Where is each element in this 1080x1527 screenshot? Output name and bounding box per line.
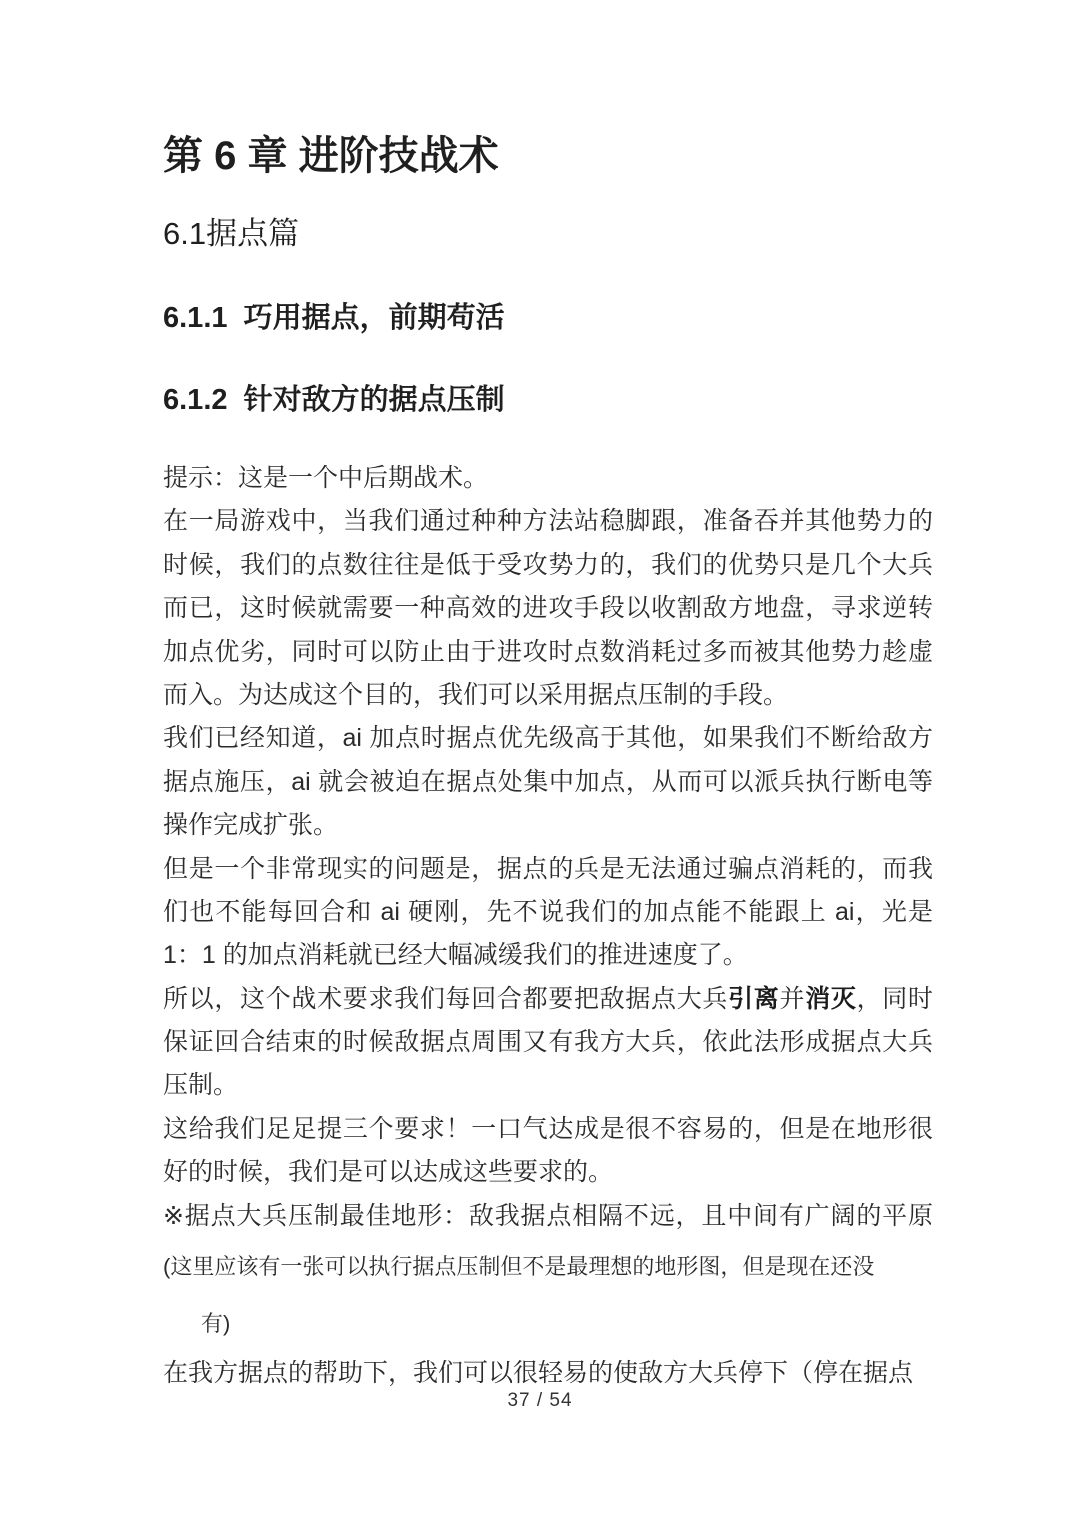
bold-emphasis: 引离 [728, 984, 780, 1013]
body-text-segment: 并 [779, 984, 806, 1013]
body-line: 时候，我们的点数往往是低于受攻势力的，我们的优势只是几个大兵 [163, 550, 933, 579]
body-line: 在一局游戏中，当我们通过种种方法站稳脚跟，准备吞并其他势力的 [163, 507, 933, 536]
body-line-with-emphasis [163, 978, 933, 1021]
body-line: 我们已经知道，ai 加点时据点优先级高于其他，如果我们不断给敌方 [163, 724, 933, 753]
body-line: 这给我们足足提三个要求！一口气达成是很不容易的，但是在地形很 [163, 1114, 933, 1143]
parenthetical-note-line: 有) [201, 1311, 231, 1337]
subsection-heading-1: 6.1.1 巧用据点，前期苟活 [163, 302, 505, 334]
body-line: 好的时候，我们是可以达成这些要求的。 [163, 1158, 614, 1187]
body-text-block [163, 457, 933, 1395]
body-line: 而入。为达成这个目的，我们可以采用据点压制的手段。 [163, 680, 789, 709]
body-line: 在我方据点的帮助下，我们可以很轻易的使敌方大兵停下（停在据点 [163, 1359, 914, 1388]
body-text-segment: 所以，这个战术要求我们每回合都要把敌据点大兵 [163, 984, 729, 1013]
body-line: 操作完成扩张。 [163, 811, 339, 840]
parenthetical-note-line: (这里应该有一张可以执行据点压制但不是最理想的地形图，但是现在还没 [163, 1254, 875, 1280]
body-line: 而已，这时候就需要一种高效的进攻手段以收割敌方地盘，寻求逆转 [163, 594, 933, 623]
body-line: 提示：这是一个中后期战术。 [163, 464, 489, 492]
body-text-segment: ，同时 [856, 984, 933, 1013]
subsection-heading-2: 6.1.2 针对敌方的据点压制 [163, 384, 505, 416]
body-line: 们也不能每回合和 ai 硬刚，先不说我们的加点能不能跟上 ai，光是 [163, 897, 933, 926]
body-line: 1：1 的加点消耗就已经大幅减缓我们的推进速度了。 [163, 941, 748, 970]
section-heading: 6.1据点篇 [163, 216, 300, 251]
body-line: 加点优劣，同时可以防止由于进攻时点数消耗过多而被其他势力趁虚 [163, 637, 933, 666]
page-number-indicator: 37 / 54 [507, 1390, 573, 1411]
body-line: 保证回合结束的时候敌据点周围又有我方大兵，依此法形成据点大兵 [163, 1028, 933, 1057]
body-line: 压制。 [163, 1071, 239, 1100]
bold-emphasis: 消灭 [805, 984, 857, 1013]
chapter-heading: 第 6 章 进阶技战术 [163, 134, 499, 178]
body-line: 但是一个非常现实的问题是，据点的兵是无法通过骗点消耗的，而我 [163, 854, 933, 883]
body-line: 据点施压，ai 就会被迫在据点处集中加点，从而可以派兵执行断电等 [163, 767, 933, 796]
body-line: ※据点大兵压制最佳地形：敌我据点相隔不远，且中间有广阔的平原 [163, 1201, 933, 1230]
